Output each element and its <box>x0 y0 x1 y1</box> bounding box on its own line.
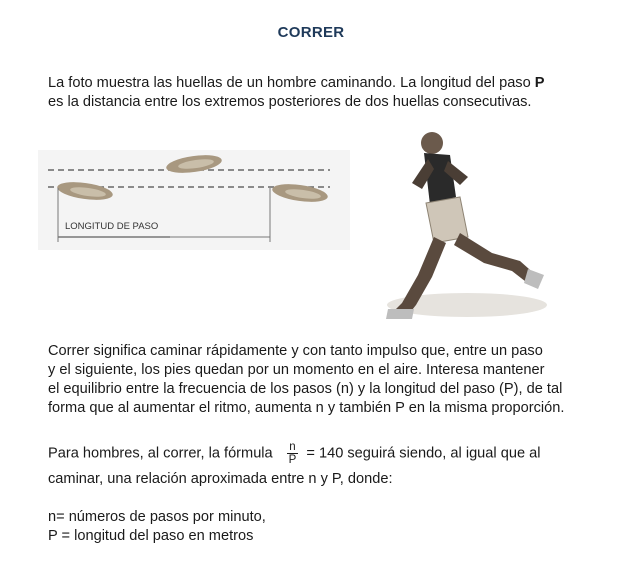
definition-n: n= números de pasos por minuto, <box>48 509 266 525</box>
intro-text: La foto muestra las huellas de un hombre caminando. La longitud del paso <box>48 75 535 91</box>
intro-line-1 <box>48 74 545 93</box>
formula-text-after: = 140 seguirá siendo, al igual que al <box>302 445 541 462</box>
intro-line-2: es la distancia entre los extremos posteriores de dos huellas consecutivas. <box>48 94 532 110</box>
running-line-4: forma que al aumentar el ritmo, aumenta n y también P en la misma proporción. <box>48 400 565 416</box>
runner-photo <box>372 125 550 325</box>
formula-line-2: caminar, una relación aproximada entre n y P, donde: <box>48 471 393 487</box>
fraction-numerator: n <box>289 441 296 453</box>
runner-head <box>421 132 443 154</box>
running-paragraph <box>48 342 564 418</box>
fraction-denominator: P <box>288 454 297 466</box>
step-symbol: P <box>534 75 545 91</box>
formula-line-1 <box>48 441 540 466</box>
step-length-label: LONGITUD DE PASO <box>65 221 159 232</box>
running-line-2: y el siguiente, los pies quedan por un momento en el aire. Interesa mantener <box>48 362 545 378</box>
page-title: CORRER <box>277 24 345 41</box>
runner-back-leg <box>454 233 538 285</box>
definition-p: P = longitud del paso en metros <box>48 528 254 544</box>
running-line-3: el equilibrio entre la frecuencia de los pasos (n) y la longitud del paso (P), de tal <box>48 381 563 397</box>
footprints-diagram <box>38 150 350 250</box>
runner-front-shoe <box>386 309 414 319</box>
formula-paragraph <box>48 441 540 489</box>
intro-paragraph <box>48 74 545 112</box>
running-line-1: Correr significa caminar rápidamente y con tanto impulso que, entre un paso <box>48 343 543 359</box>
formula-text-before: Para hombres, al correr, la fórmula <box>48 445 273 462</box>
definitions <box>48 508 266 546</box>
formula-fraction <box>287 441 299 466</box>
